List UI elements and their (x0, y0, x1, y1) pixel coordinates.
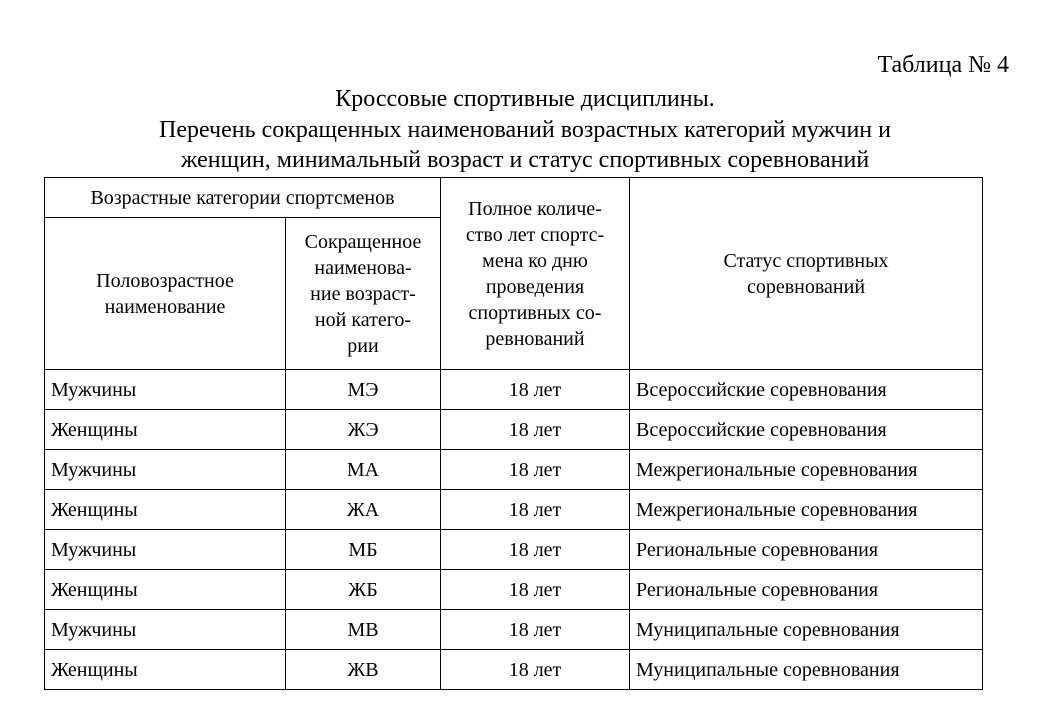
header-row-top (45, 178, 983, 218)
header-full-years-line: ревнований (485, 327, 585, 350)
header-full-years-line: проведения (485, 275, 585, 298)
cell-full-years: 18 лет (441, 370, 630, 410)
header-status-line: соревнований (746, 275, 866, 298)
header-age-categories: Возрастные категории спортсменов (45, 178, 441, 218)
cell-short-name: ЖВ (286, 650, 441, 690)
cell-sex-age-name: Мужчины (45, 450, 286, 490)
table-row (45, 650, 983, 690)
cell-short-name: ЖА (286, 490, 441, 530)
cell-full-years: 18 лет (441, 570, 630, 610)
header-sex-age-name (45, 218, 286, 370)
table-row (45, 490, 983, 530)
cell-sex-age-name: Женщины (45, 650, 286, 690)
cell-competition-status: Всероссийские соревнования (630, 410, 983, 450)
cell-full-years: 18 лет (441, 530, 630, 570)
cell-competition-status: Межрегиональные соревнования (630, 490, 983, 530)
header-full-years (441, 178, 630, 370)
cell-sex-age-name: Мужчины (45, 370, 286, 410)
age-categories-table (44, 177, 983, 690)
header-sex-age-line: наименование (104, 295, 226, 318)
table-body (45, 178, 983, 690)
table-row (45, 370, 983, 410)
cell-sex-age-name: Женщины (45, 490, 286, 530)
header-full-years-line: мена ко дню (482, 249, 588, 272)
cell-short-name: ЖЭ (286, 410, 441, 450)
header-status-line: Статус спортивных (723, 249, 889, 272)
header-full-years-line: Полное количе- (468, 197, 602, 220)
cell-full-years: 18 лет (441, 450, 630, 490)
cell-sex-age-name: Мужчины (45, 610, 286, 650)
header-short-name-line: ной катего- (314, 308, 412, 331)
table-row (45, 530, 983, 570)
header-full-years-line: ство лет спортс- (465, 223, 605, 246)
heading-line-1: Кроссовые спортивные дисциплины. (335, 86, 715, 112)
header-short-name-line: рии (347, 334, 379, 357)
cell-sex-age-name: Женщины (45, 570, 286, 610)
header-short-name-line: ние возраст- (310, 282, 416, 305)
cell-short-name: МА (286, 450, 441, 490)
table-row (45, 450, 983, 490)
cell-full-years: 18 лет (441, 610, 630, 650)
cell-short-name: ЖБ (286, 570, 441, 610)
header-full-years-line: спортивных со- (468, 301, 602, 324)
table-row (45, 610, 983, 650)
table-number: Таблица № 4 (877, 52, 1009, 78)
heading-line-3: женщин, минимальный возраст и статус спортивных соревнований (180, 147, 870, 173)
header-short-name-line: Сокращенное (304, 230, 422, 253)
cell-competition-status: Межрегиональные соревнования (630, 450, 983, 490)
cell-full-years: 18 лет (441, 490, 630, 530)
cell-competition-status: Муниципальные соревнования (630, 650, 983, 690)
header-competition-status (630, 178, 983, 370)
cell-short-name: МБ (286, 530, 441, 570)
cell-competition-status: Всероссийские соревнования (630, 370, 983, 410)
table-row (45, 570, 983, 610)
table-row (45, 410, 983, 450)
cell-sex-age-name: Мужчины (45, 530, 286, 570)
cell-full-years: 18 лет (441, 410, 630, 450)
cell-short-name: МВ (286, 610, 441, 650)
cell-full-years: 18 лет (441, 650, 630, 690)
cell-short-name: МЭ (286, 370, 441, 410)
header-sex-age-line: Половозрастное (96, 269, 234, 292)
cell-sex-age-name: Женщины (45, 410, 286, 450)
cell-competition-status: Муниципальные соревнования (630, 610, 983, 650)
cell-competition-status: Региональные соревнования (630, 530, 983, 570)
cell-competition-status: Региональные соревнования (630, 570, 983, 610)
header-short-name (286, 218, 441, 370)
header-short-name-line: наименова- (314, 256, 412, 279)
heading-line-2: Перечень сокращенных наименований возрастных категорий мужчин и (159, 117, 891, 143)
